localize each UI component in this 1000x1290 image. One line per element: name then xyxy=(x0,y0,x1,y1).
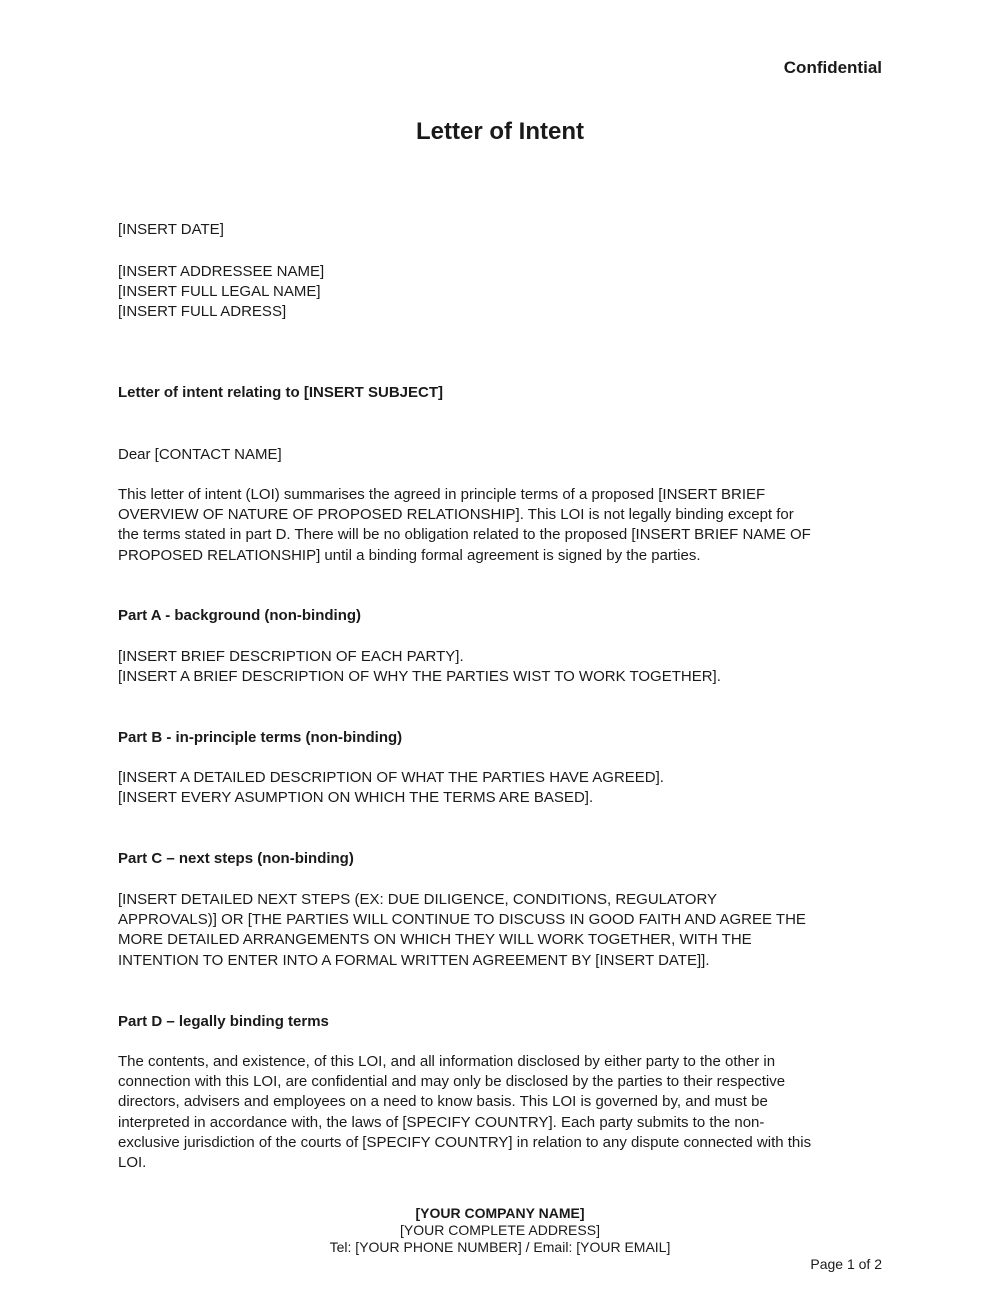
part-b-line: [INSERT A DETAILED DESCRIPTION OF WHAT THE PARTIES HAVE AGREED]. xyxy=(118,769,664,786)
subject-line: Letter of intent relating to [INSERT SUBJECT] xyxy=(118,384,444,401)
part-d-line: LOI. xyxy=(118,1154,147,1172)
addressee-address: [INSERT FULL ADRESS] xyxy=(118,303,287,320)
intro-line: This letter of intent (LOI) summarises the agreed in principle terms of a proposed [INSERT BRIEF xyxy=(118,486,766,503)
part-a-line: [INSERT A BRIEF DESCRIPTION OF WHY THE PARTIES WIST TO WORK TOGETHER]. xyxy=(118,668,721,686)
part-c-line: MORE DETAILED ARRANGEMENTS ON WHICH THEY WILL WORK TOGETHER, WITH THE xyxy=(118,931,752,949)
part-d-line: interpreted in accordance with, the laws of [SPECIFY COUNTRY]. Each party submits to the non- xyxy=(118,1113,765,1131)
part-d-line: The contents, and existence, of this LOI, and all information disclosed by either party to the other in xyxy=(118,1053,776,1070)
addressee-name: [INSERT ADDRESSEE NAME] xyxy=(118,263,325,280)
part-b-line: [INSERT EVERY ASUMPTION ON WHICH THE TERMS ARE BASED]. xyxy=(118,789,594,807)
part-c-line: INTENTION TO ENTER INTO A FORMAL WRITTEN AGREEMENT BY [INSERT DATE]]. xyxy=(118,951,710,969)
part-d-line: exclusive jurisdiction of the courts of [SPECIFY COUNTRY] in relation to any dispute connected with this xyxy=(118,1133,812,1151)
part-c-heading: Part C – next steps (non-binding) xyxy=(118,850,354,867)
intro-paragraph xyxy=(118,485,888,566)
intro-line: OVERVIEW OF NATURE OF PROPOSED RELATIONSHIP]. This LOI is not legally binding except for xyxy=(118,506,794,524)
addressee-legal-name: [INSERT FULL LEGAL NAME] xyxy=(118,283,321,300)
part-b-heading: Part B - in-principle terms (non-binding) xyxy=(118,729,403,746)
part-d-heading: Part D – legally binding terms xyxy=(118,1013,329,1030)
part-c-line: APPROVALS)] OR [THE PARTIES WILL CONTINUE TO DISCUSS IN GOOD FAITH AND AGREE THE xyxy=(118,911,806,929)
document-title: Letter of Intent xyxy=(416,118,584,145)
footer-contact: Tel: [YOUR PHONE NUMBER] / Email: [YOUR EMAIL] xyxy=(329,1239,671,1255)
part-b-body xyxy=(118,768,888,808)
footer-company-name: [YOUR COMPANY NAME] xyxy=(415,1205,585,1221)
salutation: Dear [CONTACT NAME] xyxy=(118,446,282,463)
part-c-line: [INSERT DETAILED NEXT STEPS (EX: DUE DILIGENCE, CONDITIONS, REGULATORY xyxy=(118,891,718,908)
intro-line: the terms stated in part D. There will be no obligation related to the proposed [INSERT BRIEF NAME OF xyxy=(118,526,811,544)
part-a-line: [INSERT BRIEF DESCRIPTION OF EACH PARTY]. xyxy=(118,648,464,665)
part-c-body xyxy=(118,890,888,971)
confidential-label: Confidential xyxy=(783,58,882,77)
part-a-body xyxy=(118,647,888,687)
part-d-line: connection with this LOI, are confidential and may only be disclosed by the parties to their respective xyxy=(118,1073,786,1091)
page-number: Page 1 of 2 xyxy=(810,1256,882,1272)
date-placeholder: [INSERT DATE] xyxy=(118,221,224,238)
part-a-heading: Part A - background (non-binding) xyxy=(118,607,362,624)
footer-block xyxy=(0,1205,1000,1256)
part-d-line: directors, advisers and employees on a need to know basis. This LOI is governed by, and must be xyxy=(118,1093,768,1111)
part-d-body xyxy=(118,1052,888,1173)
footer-address: [YOUR COMPLETE ADDRESS] xyxy=(400,1222,600,1238)
intro-line: PROPOSED RELATIONSHIP] until a binding formal agreement is signed by the parties. xyxy=(118,546,701,564)
